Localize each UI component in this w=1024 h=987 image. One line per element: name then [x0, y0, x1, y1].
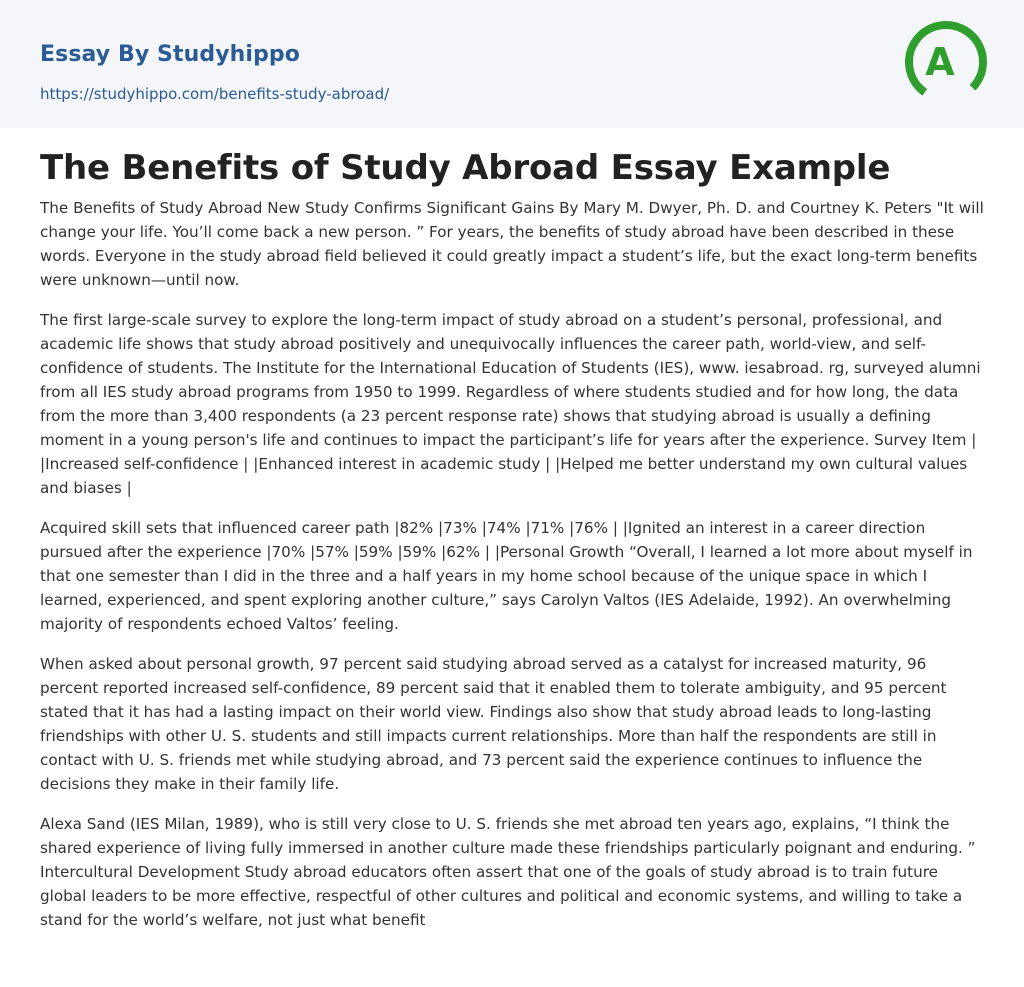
site-header: [0, 0, 1024, 128]
source-url-link[interactable]: https://studyhippo.com/benefits-study-abroad/: [40, 85, 390, 103]
logo-icon[interactable]: [904, 17, 988, 107]
logo-letter: A: [925, 40, 955, 84]
paragraph-5: Alexa Sand (IES Milan, 1989), who is still very close to U. S. friends she met abroad ten years ago, explains, “I think the shared experience of living fully immersed in another culture made these friendships particularly poignant and enduring. ” Intercultural Development Study abroad educators often assert that one of the goals of study abroad is to train future global leaders to be more effective, respectful of other cultures and political and economic systems, and willing to take a stand for the world’s welfare, not just what benefit: [40, 815, 976, 929]
paragraph-3: Acquired skill sets that influenced career path |82% |73% |74% |71% |76% | |Ignited an interest in a career direction pursued after the experience |70% |57% |59% |59% |62% | |Personal Growth “Overall, I learned a lot more about myself in that one semester than I did in the three and a half years in my home school because of the unique space in which I learned, experienced, and spent exploring another culture,” says Carolyn Valtos (IES Adelaide, 1992). An overwhelming majority of respondents echoed Valtos’ feeling.: [40, 519, 973, 633]
site-title[interactable]: Essay By Studyhippo: [40, 42, 300, 67]
article: [0, 128, 1024, 932]
paragraph-4: When asked about personal growth, 97 percent said studying abroad served as a catalyst for increased maturity, 96 percent reported increased self-confidence, 89 percent said that it enabled them to tolerate ambiguity, and 95 percent stated that it has had a lasting impact on their world view. Findings also show that study abroad leads to long-lasting friendships with other U. S. students and still impacts current relationships. More than half the respondents are still in contact with U. S. friends met while studying abroad, and 73 percent said the experience continues to influence the decisions they make in their family life.: [40, 655, 947, 793]
paragraph-2: The first large-scale survey to explore the long-term impact of study abroad on a student’s personal, professional, and academic life shows that study abroad positively and unequivocally influences the career path, world-view, and self-confidence of students. The Institute for the International Education of Students (IES), www. iesabroad. rg, surveyed alumni from all IES study abroad programs from 1950 to 1999. Regardless of where students studied and for how long, the data from the more than 3,400 respondents (a 23 percent response rate) shows that studying abroad is usually a defining moment in a young person's life and continues to impact the participant’s life for years after the experience. Survey Item | |Increased self-confidence | |Enhanced interest in academic study | |Helped me better understand my own cultural values and biases |: [40, 311, 981, 497]
paragraph-1: The Benefits of Study Abroad New Study Confirms Significant Gains By Mary M. Dwyer, Ph. D. and Courtney K. Peters "It will change your life. You’ll come back a new person. ” For years, the benefits of study abroad have been described in these words. Everyone in the study abroad field believed it could greatly impact a student’s life, but the exact long-term benefits were unknown—until now.: [40, 199, 984, 289]
page-title: The Benefits of Study Abroad Essay Example: [40, 148, 891, 188]
